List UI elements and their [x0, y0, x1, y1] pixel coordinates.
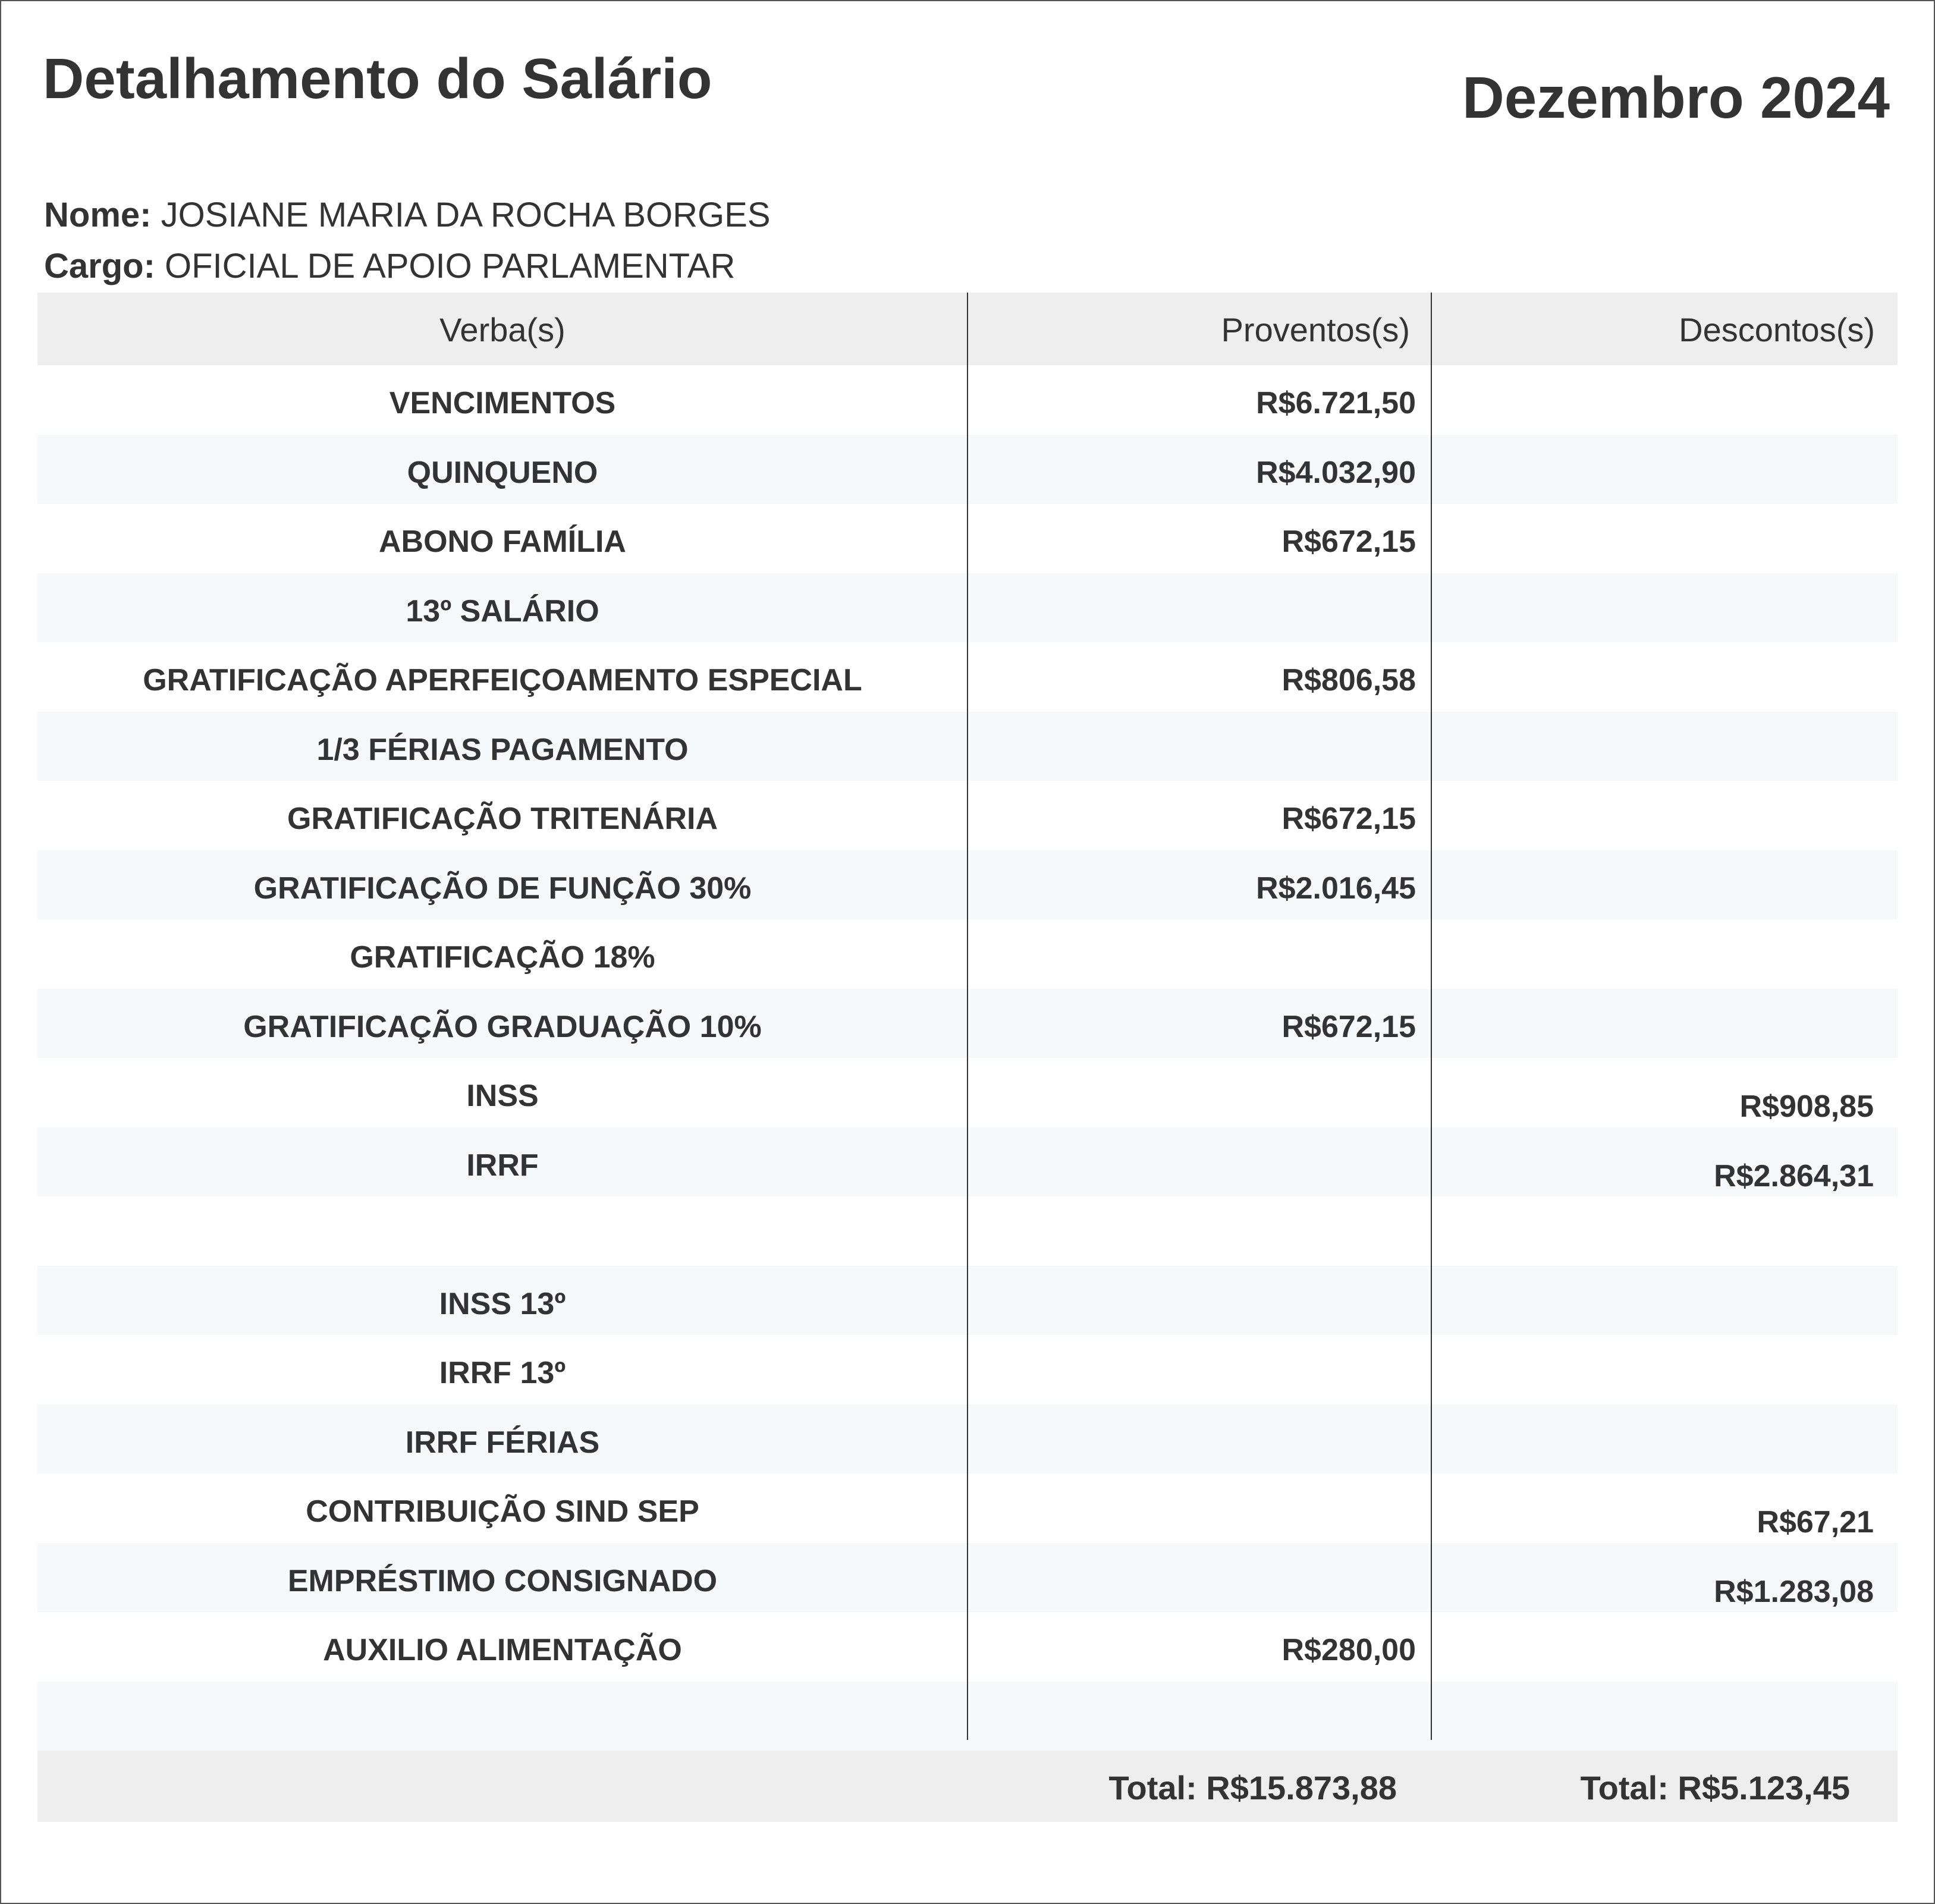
row-descontos: R$67,21 [1757, 1505, 1874, 1539]
row-descontos: R$2.864,31 [1714, 1158, 1874, 1193]
column-header-verba: Verba(s) [439, 311, 566, 348]
row-proventos: R$4.032,90 [1256, 455, 1416, 490]
row-verba: ABONO FAMÍLIA [379, 524, 626, 559]
row-verba: IRRF FÉRIAS [405, 1425, 600, 1460]
period-label: Dezembro 2024 [1462, 65, 1890, 130]
row-verba: CONTRIBUIÇÃO SIND SEP [306, 1494, 699, 1529]
total-proventos: Total: R$15.873,88 [1108, 1769, 1397, 1806]
row-verba: GRATIFICAÇÃO TRITENÁRIA [287, 802, 718, 836]
row-verba: 13º SALÁRIO [406, 593, 599, 629]
row-verba: INSS 13º [439, 1286, 566, 1321]
row-verba: QUINQUENO [407, 455, 598, 490]
employee-name [44, 195, 771, 235]
table-total-row [37, 1751, 1898, 1822]
row-proventos: R$280,00 [1281, 1633, 1416, 1667]
nome-value: JOSIANE MARIA DA ROCHA BORGES [161, 196, 771, 234]
row-descontos: R$908,85 [1739, 1089, 1874, 1124]
cargo-value: OFICIAL DE APOIO PARLAMENTAR [165, 247, 736, 285]
cargo-label: Cargo: [44, 247, 155, 285]
row-verba: EMPRÉSTIMO CONSIGNADO [287, 1563, 718, 1598]
column-header-descontos: Descontos(s) [1679, 311, 1875, 348]
page-title: Detalhamento do Salário [43, 47, 712, 111]
row-verba: AUXILIO ALIMENTAÇÃO [323, 1633, 682, 1667]
row-proventos: R$672,15 [1281, 1009, 1416, 1044]
row-proventos: R$2.016,45 [1256, 871, 1416, 906]
row-verba: VENCIMENTOS [389, 386, 616, 420]
employee-role [44, 246, 735, 286]
row-proventos: R$672,15 [1281, 524, 1416, 559]
row-descontos: R$1.283,08 [1714, 1574, 1874, 1609]
row-verba: IRRF [466, 1148, 539, 1183]
nome-label: Nome: [44, 196, 152, 234]
column-divider-1 [967, 293, 968, 1740]
row-verba: GRATIFICAÇÃO DE FUNÇÃO 30% [253, 871, 752, 906]
row-proventos: R$672,15 [1281, 802, 1416, 836]
row-proventos: R$806,58 [1281, 663, 1416, 697]
row-verba: INSS [466, 1079, 539, 1113]
column-divider-2 [1431, 293, 1432, 1740]
row-verba: IRRF 13º [439, 1356, 566, 1390]
row-verba: GRATIFICAÇÃO GRADUAÇÃO 10% [243, 1009, 762, 1044]
column-header-proventos: Proventos(s) [1221, 311, 1410, 348]
row-proventos: R$6.721,50 [1256, 386, 1416, 420]
row-verba: 1/3 FÉRIAS PAGAMENTO [316, 732, 689, 767]
total-descontos: Total: R$5.123,45 [1580, 1769, 1850, 1806]
row-verba: GRATIFICAÇÃO 18% [350, 940, 655, 975]
row-verba: GRATIFICAÇÃO APERFEIÇOAMENTO ESPECIAL [143, 663, 862, 697]
